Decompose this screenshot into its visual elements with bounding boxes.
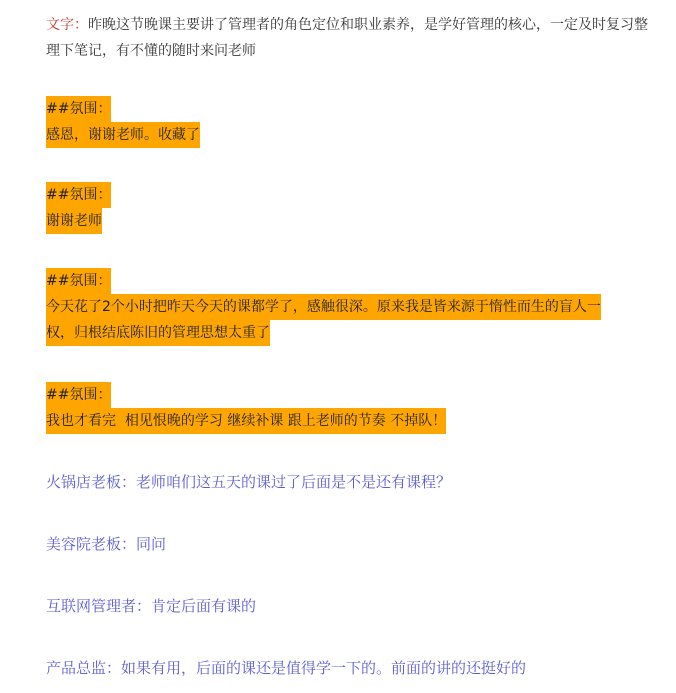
highlight-block-3: [46, 268, 658, 346]
chat-message-4: 产品总监：如果有用，后面的课还是值得学一下的。前面的讲的还挺好的: [46, 659, 527, 677]
block-header: ##氛围：: [46, 182, 111, 208]
intro-paragraph: [46, 12, 658, 64]
block-line: 感恩，谢谢老师。收藏了: [46, 122, 200, 148]
block-header: ##氛围：: [46, 382, 111, 408]
block-line: 我也才看完 相见恨晚的学习 继续补课 跟上老师的节奏 不掉队！: [46, 408, 446, 434]
chat-message-1: 火锅店老板：老师咱们这五天的课过了后面是不是还有课程？: [46, 473, 452, 491]
chat-message-3: 互联网管理者：肯定后面有课的: [46, 597, 257, 615]
intro-text: 昨晚这节晚课主要讲了管理者的角色定位和职业素养，是学好管理的核心，一定及时复习整理下笔记，有不懂的随时来问老师: [46, 17, 648, 59]
block-header: ##氛围：: [46, 96, 111, 122]
highlight-block-2: [46, 182, 658, 234]
chat-message-2: 美容院老板：同问: [46, 535, 167, 553]
block-line: 谢谢老师: [46, 208, 102, 234]
block-header: ##氛围：: [46, 268, 111, 294]
highlight-block-1: [46, 96, 658, 148]
block-line: 权，归根结底陈旧的管理思想太重了: [46, 320, 270, 346]
block-line: 今天花了2个小时把昨天今天的课都学了，感触很深。原来我是皆来源于惰性而生的盲人一: [46, 294, 601, 320]
intro-label: 文字：: [46, 17, 88, 33]
highlight-block-4: [46, 382, 658, 434]
